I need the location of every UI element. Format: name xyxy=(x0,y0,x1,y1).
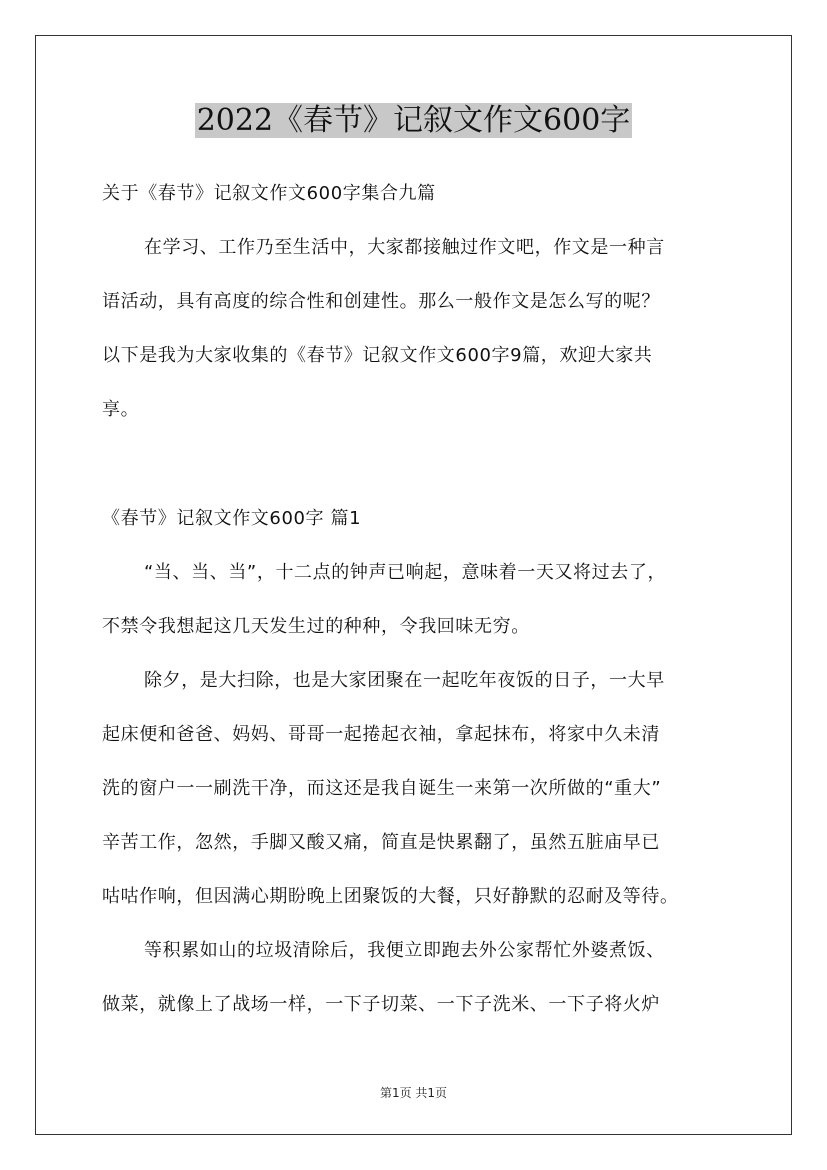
body-line: 等积累如山的垃圾清除后，我便立即跑去外公家帮忙外婆煮饭、 xyxy=(144,940,665,961)
intro-line: 语活动，具有高度的综合性和创建性。那么一般作文是怎么写的呢？ xyxy=(102,291,660,312)
body-line: 做菜，就像上了战场一样，一下子切菜、一下子洗米、一下子将火炉 xyxy=(102,994,660,1015)
body-line: 辛苦工作，忽然，手脚又酸又痛，简直是快累翻了，虽然五脏庙早已 xyxy=(102,832,660,853)
body-line: 除夕，是大扫除，也是大家团聚在一起吃年夜饭的日子，一大早 xyxy=(144,670,665,691)
section-heading: 《春节》记叙文作文600字 篇1 xyxy=(102,508,362,529)
intro-line: 以下是我为大家收集的《春节》记叙文作文600字9篇，欢迎大家共 xyxy=(102,345,653,366)
page-footer: 第1页 共1页 xyxy=(379,1086,448,1100)
body-line: 不禁令我想起这几天发生过的种种，令我回味无穷。 xyxy=(102,616,530,637)
body-line: “当、当、当”，十二点的钟声已响起，意味着一天又将过去了， xyxy=(144,562,667,583)
body-line: 起床便和爸爸、妈妈、哥哥一起捲起衣袖，拿起抹布，将家中久未清 xyxy=(102,724,660,745)
intro-line: 在学习、工作乃至生活中，大家都接触过作文吧，作文是一种言 xyxy=(144,237,665,258)
body-line: 洗的窗户一一刷洗干净，而这还是我自诞生一来第一次所做的“重大” xyxy=(102,778,662,799)
document-title-block xyxy=(0,100,827,142)
document-subtitle: 关于《春节》记叙文作文600字集合九篇 xyxy=(102,183,436,204)
body-line: 咕咕作响，但因满心期盼晚上团聚饭的大餐，只好静默的忍耐及等待。 xyxy=(102,886,679,907)
document-title: 2022《春节》记叙文作文600字 xyxy=(196,103,631,138)
intro-line: 享。 xyxy=(102,399,140,420)
